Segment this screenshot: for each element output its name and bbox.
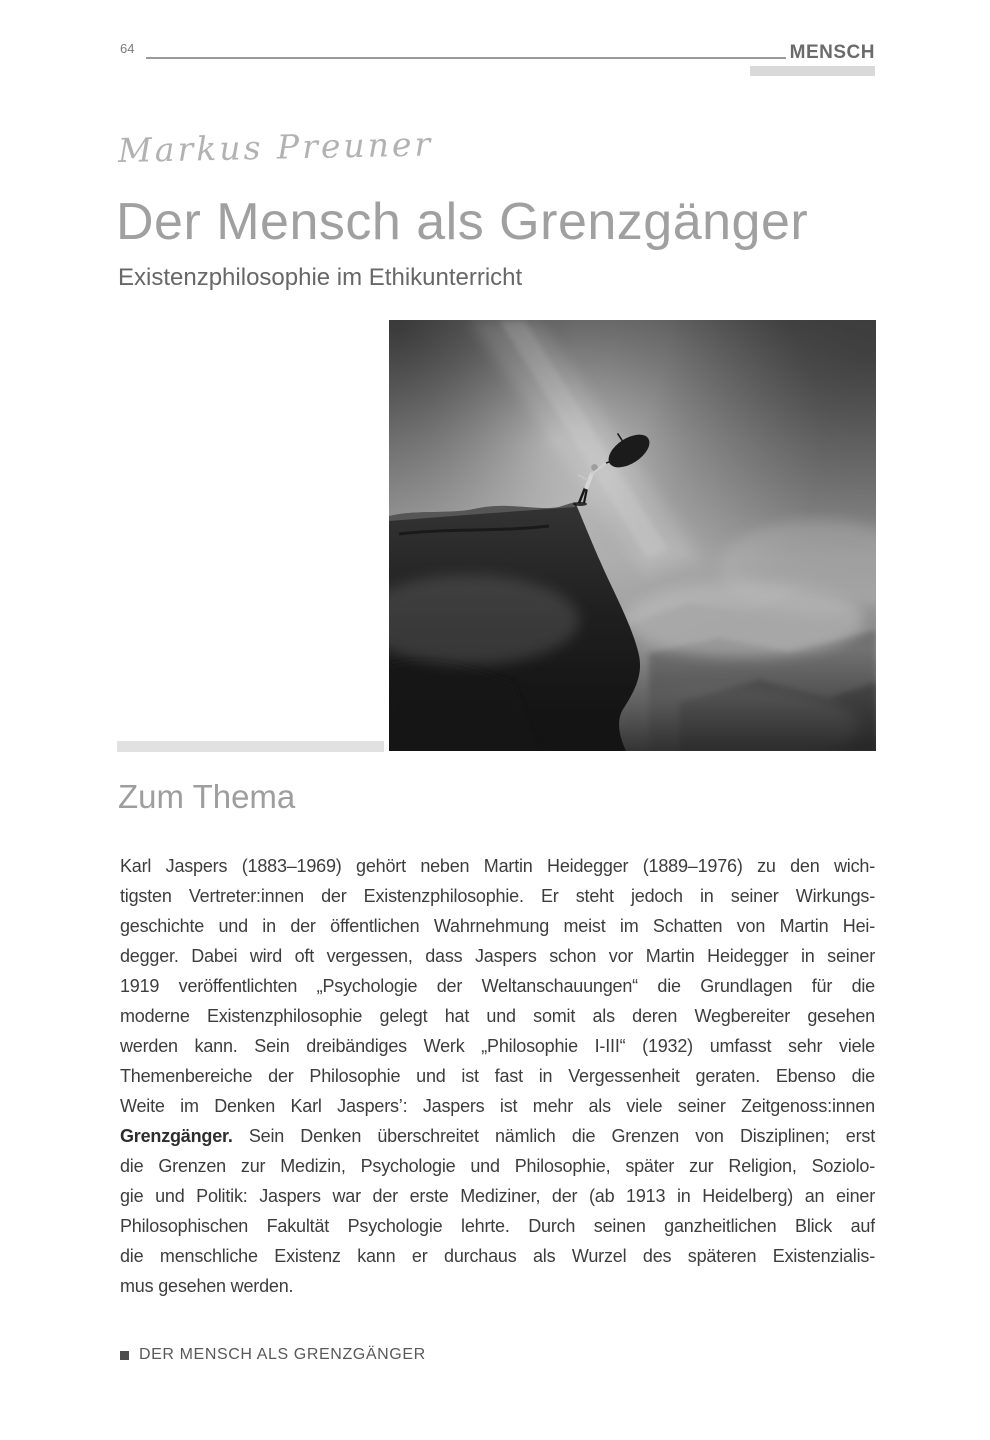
article-photo [389, 320, 876, 751]
section-heading: Zum Thema [118, 778, 296, 815]
body-line: Karl Jaspers (1883–1969) gehört neben Martin Heidegger (1889–1976) zu den wich- [120, 856, 875, 876]
header-rule [146, 57, 786, 59]
body-line: moderne Existenzphilosophie gelegt hat und somit als deren Wegbereiter gesehen [120, 1006, 875, 1026]
body-line: mus gesehen werden. [120, 1276, 294, 1296]
footer-article-label: DER MENSCH ALS GRENZGÄNGER [139, 1346, 426, 1363]
body-line: Themenbereiche der Philosophie und ist fast in Vergessenheit geraten. Ebenso die [120, 1066, 875, 1086]
body-line: Weite im Denken Karl Jaspers’: Jaspers ist mehr als viele seiner Zeitgenoss:innen [120, 1096, 875, 1116]
body-line: die menschliche Existenz kann er durchaus als Wurzel des späteren Existenzialis- [120, 1246, 875, 1266]
body-line: geschichte und in der öffentlichen Wahrnehmung meist im Schatten von Martin Hei- [120, 916, 875, 936]
page-footer [120, 1346, 426, 1364]
page-number: 64 [120, 41, 135, 56]
body-line: 1919 veröffentlichten „Psychologie der Weltanschauungen“ die Grundlagen für die [120, 976, 875, 996]
body-line: werden kann. Sein dreibändiges Werk „Philosophie I-III“ (1932) umfasst sehr viele [120, 1036, 875, 1056]
body-line: die Grenzen zur Medizin, Psychologie und Philosophie, später zur Religion, Soziolo- [120, 1156, 875, 1176]
author-signature: Markus Preuner [117, 124, 434, 170]
body-line: gie und Politik: Jaspers war der erste Mediziner, der (ab 1913 in Heidelberg) an einer [120, 1186, 875, 1206]
section-tag: MENSCH [789, 42, 875, 63]
article-title: Der Mensch als Grenzgänger [116, 193, 809, 251]
article-subtitle: Existenzphilosophie im Ethikunterricht [118, 264, 523, 291]
figure-accent-bar [117, 741, 384, 752]
body-line: Philosophischen Fakultät Psychologie lehrte. Durch seinen ganzheitlichen Blick auf [120, 1216, 875, 1236]
section-tag-bar [750, 66, 875, 76]
body-line: Grenzgänger. Sein Denken überschreitet nämlich die Grenzen von Disziplinen; erst [120, 1126, 875, 1146]
footer-square-marker [120, 1351, 129, 1360]
body-paragraph [120, 851, 875, 1301]
body-line: degger. Dabei wird oft vergessen, dass Jaspers schon vor Martin Heidegger in seiner [120, 946, 875, 966]
body-line: tigsten Vertreter:innen der Existenzphilosophie. Er steht jedoch in seiner Wirkungs- [120, 886, 875, 906]
